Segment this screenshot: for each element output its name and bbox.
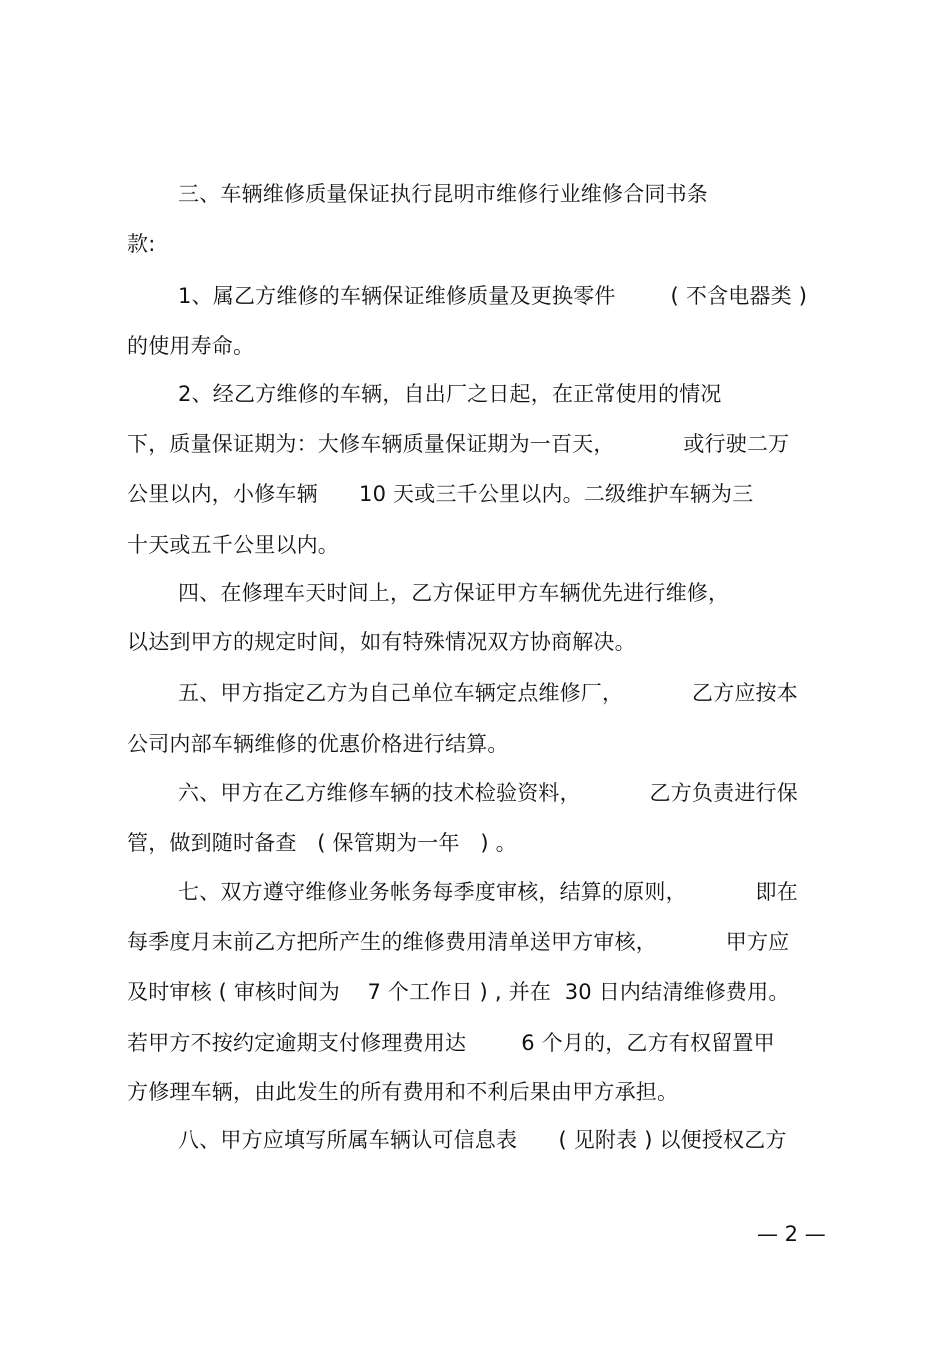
- paragraph-6-line-2: 管，做到随时备查 ( 保管期为一年 ) 。: [127, 831, 517, 855]
- paragraph-4-line-1: 四、在修理车天时间上，乙方保证甲方车辆优先进行维修，: [178, 581, 730, 605]
- paragraph-7-line-5: 方修理车辆，由此发生的所有费用和不利后果由甲方承担。: [127, 1080, 679, 1104]
- clause-1-line-1: 1、属乙方维修的车辆保证维修质量及更换零件 ( 不含电器类 ): [178, 284, 808, 308]
- paragraph-3-line-2: 款:: [127, 232, 156, 256]
- paragraph-7-line-1: 七、双方遵守维修业务帐务每季度审核，结算的原则， 即在: [178, 880, 798, 904]
- paragraph-7-line-2: 每季度月末前乙方把所产生的维修费用清单送甲方审核， 甲方应: [127, 930, 790, 954]
- clause-2-line-2: 下，质量保证期为：大修车辆质量保证期为一百天， 或行驶二万: [127, 432, 790, 456]
- paragraph-5-line-1: 五、甲方指定乙方为自己单位车辆定点维修厂， 乙方应按本: [178, 681, 798, 705]
- paragraph-7-line-4: 若甲方不按约定逾期支付修理费用达 6 个月的，乙方有权留置甲: [127, 1031, 775, 1055]
- paragraph-6-line-1: 六、甲方在乙方维修车辆的技术检验资料， 乙方负责进行保: [178, 781, 798, 805]
- paragraph-4-line-2: 以达到甲方的规定时间，如有特殊情况双方协商解决。: [127, 630, 636, 654]
- clause-1-line-2: 的使用寿命。: [127, 334, 255, 358]
- clause-2-line-4: 十天或五千公里以内。: [127, 533, 339, 557]
- paragraph-5-line-2: 公司内部车辆维修的优惠价格进行结算。: [127, 732, 509, 756]
- clause-2-line-3: 公里以内，小修车辆 10 天或三千公里以内。二级维护车辆为三: [127, 482, 754, 506]
- page-number: — 2 —: [757, 1222, 826, 1246]
- paragraph-3-line-1: 三、车辆维修质量保证执行昆明市维修行业维修合同书条: [178, 182, 708, 206]
- paragraph-8-line-1: 八、甲方应填写所属车辆认可信息表 ( 见附表 ) 以便授权乙方: [178, 1128, 787, 1152]
- paragraph-7-line-3: 及时审核 ( 审核时间为 7 个工作日 ) , 并在 30 日内结清维修费用。: [127, 980, 790, 1004]
- clause-2-line-1: 2、经乙方维修的车辆，自出厂之日起，在正常使用的情况: [178, 382, 722, 406]
